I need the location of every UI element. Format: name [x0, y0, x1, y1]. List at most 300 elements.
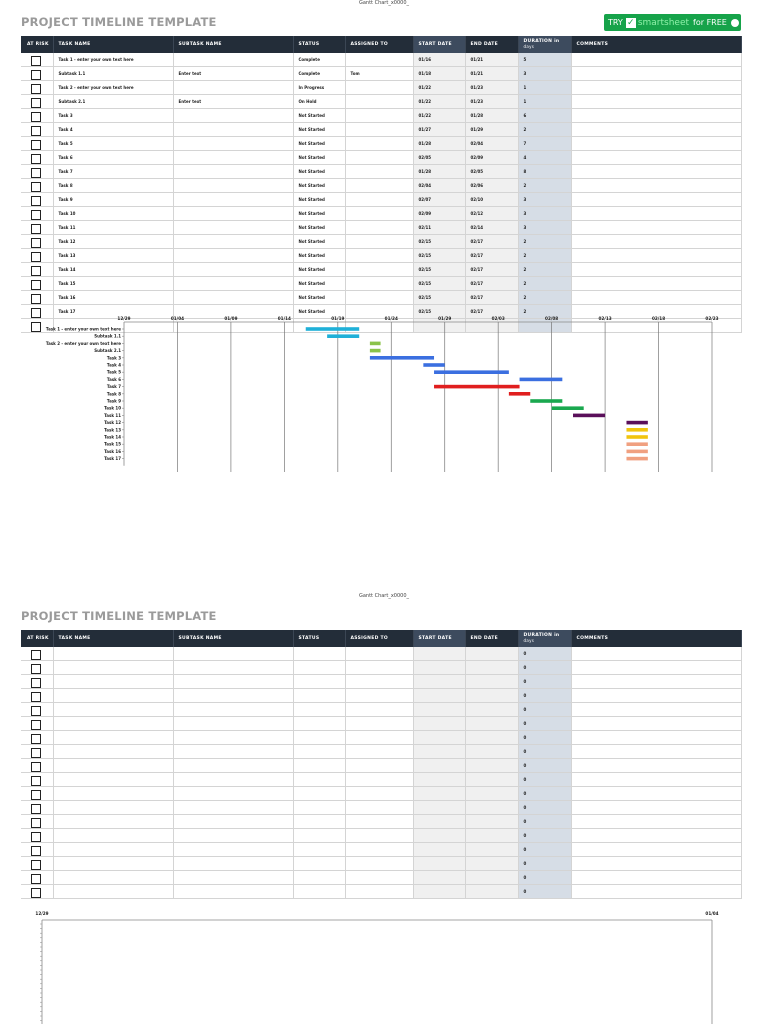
duration-cell: 0: [518, 759, 571, 773]
at-risk-checkbox[interactable]: [31, 210, 41, 220]
at-risk-checkbox[interactable]: [31, 706, 41, 716]
y-category-label: Task 2 - enter your own text here: [45, 340, 121, 346]
comments-cell: [571, 277, 741, 291]
duration-cell: 7: [518, 137, 571, 151]
duration-cell: 2: [518, 291, 571, 305]
task-name-cell: [53, 885, 173, 899]
subtask-cell: [173, 857, 293, 871]
task-table: [21, 36, 742, 333]
table-row: [21, 123, 741, 137]
at-risk-checkbox[interactable]: [31, 238, 41, 248]
end-date-cell: [465, 801, 518, 815]
subtask-cell: [173, 221, 293, 235]
col-subtask-name: SUBTASK NAME: [173, 36, 293, 53]
duration-cell: 0: [518, 815, 571, 829]
table-row: [21, 53, 741, 67]
status-cell: [293, 871, 345, 885]
gantt-bar: [434, 385, 520, 389]
assigned-cell: [345, 815, 413, 829]
at-risk-cell: [21, 263, 53, 277]
table-row: [21, 661, 741, 675]
duration-cell: 0: [518, 731, 571, 745]
duration-cell: 0: [518, 829, 571, 843]
assigned-cell: [345, 179, 413, 193]
at-risk-checkbox[interactable]: [31, 846, 41, 856]
assigned-cell: [345, 221, 413, 235]
start-date-cell: [413, 675, 465, 689]
start-date-cell: 02/07: [413, 193, 465, 207]
gantt-bar: [370, 342, 381, 346]
status-cell: [293, 731, 345, 745]
assigned-cell: [345, 689, 413, 703]
table-row: [21, 193, 741, 207]
subtask-cell: [173, 885, 293, 899]
subtask-cell: [173, 843, 293, 857]
comments-cell: [571, 249, 741, 263]
start-date-cell: [413, 829, 465, 843]
task-name-cell: [53, 661, 173, 675]
y-category-label: Task 14: [104, 434, 121, 440]
end-date-cell: [465, 647, 518, 661]
comments-cell: [571, 801, 741, 815]
table-row: [21, 885, 741, 899]
comments-cell: [571, 647, 741, 661]
at-risk-checkbox[interactable]: [31, 874, 41, 884]
y-category-label: Task 13: [104, 427, 121, 433]
status-cell: Not Started: [293, 179, 345, 193]
comments-cell: [571, 263, 741, 277]
at-risk-cell: [21, 53, 53, 67]
y-category-label: Task 7: [106, 384, 121, 390]
col-duration: [518, 36, 571, 53]
at-risk-checkbox[interactable]: [31, 112, 41, 122]
col-status: STATUS: [293, 36, 345, 53]
y-category-label: Task 10: [104, 405, 121, 411]
at-risk-checkbox[interactable]: [31, 126, 41, 136]
at-risk-checkbox[interactable]: [31, 664, 41, 674]
gantt-bar: [327, 334, 359, 338]
start-date-cell: 01/22: [413, 95, 465, 109]
table-row: [21, 249, 741, 263]
task-name-cell: [53, 871, 173, 885]
status-cell: [293, 717, 345, 731]
duration-cell: 6: [518, 109, 571, 123]
status-cell: In Progress: [293, 81, 345, 95]
subtask-cell: Enter text: [173, 95, 293, 109]
at-risk-cell: [21, 801, 53, 815]
start-date-cell: [413, 857, 465, 871]
end-date-cell: 02/14: [465, 221, 518, 235]
status-cell: Not Started: [293, 305, 345, 319]
table-row: [21, 235, 741, 249]
gantt-bar: [626, 457, 647, 461]
at-risk-cell: [21, 109, 53, 123]
start-date-cell: 02/09: [413, 207, 465, 221]
task-name-cell: [53, 731, 173, 745]
duration-cell: 1: [518, 81, 571, 95]
table-row: [21, 179, 741, 193]
at-risk-checkbox[interactable]: [31, 748, 41, 758]
assigned-cell: [345, 717, 413, 731]
table-row: [21, 165, 741, 179]
at-risk-checkbox[interactable]: [31, 790, 41, 800]
comments-cell: [571, 871, 741, 885]
at-risk-checkbox[interactable]: [31, 84, 41, 94]
task-name-cell: Task 1 - enter your own text here: [53, 53, 173, 67]
comments-cell: [571, 193, 741, 207]
end-date-cell: [465, 759, 518, 773]
at-risk-checkbox[interactable]: [31, 804, 41, 814]
start-date-cell: [413, 787, 465, 801]
end-date-cell: [465, 745, 518, 759]
comments-cell: [571, 221, 741, 235]
x-tick-label: 12/29: [35, 911, 49, 916]
page-title: PROJECT TIMELINE TEMPLATE: [21, 15, 217, 29]
subtask-cell: [173, 207, 293, 221]
status-cell: Not Started: [293, 221, 345, 235]
duration-cell: 0: [518, 843, 571, 857]
start-date-cell: 01/22: [413, 81, 465, 95]
assigned-cell: [345, 801, 413, 815]
task-name-cell: Task 3: [53, 109, 173, 123]
at-risk-cell: [21, 179, 53, 193]
at-risk-checkbox[interactable]: [31, 266, 41, 276]
at-risk-cell: [21, 745, 53, 759]
duration-cell: 0: [518, 661, 571, 675]
at-risk-checkbox[interactable]: [31, 154, 41, 164]
x-tick-label: 01/09: [224, 316, 238, 321]
end-date-cell: [465, 815, 518, 829]
table-header-row: [21, 36, 741, 53]
comments-cell: [571, 745, 741, 759]
assigned-cell: [345, 235, 413, 249]
start-date-cell: [413, 885, 465, 899]
at-risk-checkbox[interactable]: [31, 678, 41, 688]
duration-cell: 0: [518, 857, 571, 871]
task-name-cell: Task 6: [53, 151, 173, 165]
start-date-cell: [413, 703, 465, 717]
comments-cell: [571, 151, 741, 165]
end-date-cell: [465, 773, 518, 787]
at-risk-checkbox[interactable]: [31, 224, 41, 234]
col-assigned-to: ASSIGNED TO: [345, 630, 413, 647]
at-risk-checkbox[interactable]: [31, 182, 41, 192]
table-row: [21, 689, 741, 703]
task-name-cell: [53, 717, 173, 731]
table-row: [21, 67, 741, 81]
comments-cell: [571, 53, 741, 67]
at-risk-cell: [21, 731, 53, 745]
col-duration-unit: days: [523, 44, 535, 49]
assigned-cell: [345, 647, 413, 661]
col-at-risk: AT RISK: [21, 36, 53, 53]
table-row: [21, 871, 741, 885]
col-start-date: START DATE: [413, 36, 465, 53]
task-name-cell: Task 11: [53, 221, 173, 235]
at-risk-checkbox[interactable]: [31, 734, 41, 744]
task-name-cell: [53, 773, 173, 787]
table-row: [21, 207, 741, 221]
status-cell: [293, 759, 345, 773]
comments-cell: [571, 95, 741, 109]
end-date-cell: [465, 843, 518, 857]
subtask-cell: [173, 759, 293, 773]
task-name-cell: [53, 647, 173, 661]
duration-cell: 3: [518, 193, 571, 207]
task-name-cell: Subtask 2.1: [53, 95, 173, 109]
duration-cell: 2: [518, 263, 571, 277]
end-date-cell: 02/17: [465, 249, 518, 263]
status-cell: [293, 829, 345, 843]
task-name-cell: Subtask 1.1: [53, 67, 173, 81]
task-name-cell: Task 4: [53, 123, 173, 137]
end-date-cell: 02/17: [465, 263, 518, 277]
x-tick-label: 01/04: [170, 316, 185, 321]
comments-cell: [571, 815, 741, 829]
start-date-cell: 01/18: [413, 67, 465, 81]
task-name-cell: Task 10: [53, 207, 173, 221]
subtask-cell: [173, 647, 293, 661]
at-risk-cell: [21, 661, 53, 675]
gantt-bar: [306, 327, 359, 331]
at-risk-cell: [21, 689, 53, 703]
x-tick-label: 01/19: [331, 316, 345, 321]
assigned-cell: [345, 703, 413, 717]
task-name-cell: [53, 787, 173, 801]
start-date-cell: [413, 647, 465, 661]
duration-cell: 3: [518, 67, 571, 81]
at-risk-checkbox[interactable]: [31, 56, 41, 66]
end-date-cell: 02/12: [465, 207, 518, 221]
at-risk-cell: [21, 829, 53, 843]
gantt-chart-2: [0, 906, 768, 1026]
assigned-cell: [345, 53, 413, 67]
table-row: [21, 745, 741, 759]
gantt-bar: [434, 370, 509, 374]
start-date-cell: [413, 843, 465, 857]
smartsheet-brand: smartsheet: [637, 17, 690, 28]
start-date-cell: 01/28: [413, 137, 465, 151]
at-risk-checkbox[interactable]: [31, 650, 41, 660]
status-cell: Not Started: [293, 165, 345, 179]
at-risk-checkbox[interactable]: [31, 720, 41, 730]
subtask-cell: [173, 773, 293, 787]
subtask-cell: Enter text: [173, 67, 293, 81]
col-duration: [518, 630, 571, 647]
end-date-cell: 02/06: [465, 179, 518, 193]
status-cell: [293, 745, 345, 759]
subtask-cell: [173, 291, 293, 305]
gantt-bar: [573, 414, 605, 418]
at-risk-cell: [21, 235, 53, 249]
at-risk-cell: [21, 249, 53, 263]
comments-cell: [571, 81, 741, 95]
gantt-bar: [530, 399, 562, 403]
at-risk-checkbox[interactable]: [31, 832, 41, 842]
start-date-cell: 02/15: [413, 291, 465, 305]
at-risk-cell: [21, 759, 53, 773]
comments-cell: [571, 675, 741, 689]
gantt-chart: [0, 312, 768, 472]
at-risk-cell: [21, 647, 53, 661]
at-risk-cell: [21, 277, 53, 291]
status-cell: [293, 815, 345, 829]
at-risk-checkbox[interactable]: [31, 762, 41, 772]
assigned-cell: [345, 871, 413, 885]
start-date-cell: 02/15: [413, 305, 465, 319]
assigned-cell: [345, 787, 413, 801]
col-duration-label: DURATION in: [523, 39, 560, 44]
comments-cell: [571, 123, 741, 137]
duration-cell: 3: [518, 207, 571, 221]
assigned-cell: [345, 773, 413, 787]
y-category-label: Task 6: [106, 376, 121, 382]
end-date-cell: 02/09: [465, 151, 518, 165]
task-table-2: [21, 630, 742, 899]
start-date-cell: 02/15: [413, 235, 465, 249]
at-risk-checkbox[interactable]: [31, 196, 41, 206]
duration-cell: 0: [518, 675, 571, 689]
task-name-cell: [53, 843, 173, 857]
task-name-cell: Task 2 - enter your own text here: [53, 81, 173, 95]
at-risk-checkbox[interactable]: [31, 888, 41, 898]
comments-cell: [571, 67, 741, 81]
at-risk-checkbox[interactable]: [31, 280, 41, 290]
x-tick-label: 02/08: [545, 316, 559, 321]
at-risk-cell: [21, 787, 53, 801]
end-date-cell: 01/21: [465, 53, 518, 67]
at-risk-checkbox[interactable]: [31, 98, 41, 108]
status-cell: [293, 857, 345, 871]
table-row: [21, 647, 741, 661]
task-name-cell: Task 13: [53, 249, 173, 263]
x-tick-label: 02/23: [705, 316, 719, 321]
at-risk-cell: [21, 67, 53, 81]
status-cell: Not Started: [293, 151, 345, 165]
at-risk-checkbox[interactable]: [31, 860, 41, 870]
duration-cell: 0: [518, 689, 571, 703]
at-risk-checkbox[interactable]: [31, 776, 41, 786]
end-date-cell: 02/17: [465, 291, 518, 305]
duration-cell: 0: [518, 801, 571, 815]
status-cell: [293, 787, 345, 801]
duration-cell: 2: [518, 305, 571, 319]
start-date-cell: 01/16: [413, 53, 465, 67]
gantt-bar: [370, 356, 434, 360]
at-risk-checkbox[interactable]: [31, 294, 41, 304]
task-name-cell: [53, 703, 173, 717]
assigned-cell: [345, 843, 413, 857]
assigned-cell: [345, 675, 413, 689]
y-category-label: Task 11: [104, 412, 121, 418]
col-task-name: TASK NAME: [53, 630, 173, 647]
task-name-cell: Task 14: [53, 263, 173, 277]
y-category-label: Task 16: [104, 448, 121, 454]
duration-cell: 3: [518, 221, 571, 235]
start-date-cell: [413, 717, 465, 731]
at-risk-checkbox[interactable]: [31, 252, 41, 262]
table-row: [21, 221, 741, 235]
subtask-cell: [173, 81, 293, 95]
end-date-cell: 02/04: [465, 137, 518, 151]
assigned-cell: [345, 193, 413, 207]
at-risk-cell: [21, 773, 53, 787]
subtask-cell: [173, 871, 293, 885]
at-risk-checkbox[interactable]: [31, 140, 41, 150]
status-cell: Not Started: [293, 109, 345, 123]
at-risk-checkbox[interactable]: [31, 168, 41, 178]
assigned-cell: [345, 745, 413, 759]
status-cell: [293, 843, 345, 857]
task-name-cell: [53, 801, 173, 815]
status-cell: Not Started: [293, 277, 345, 291]
duration-cell: 2: [518, 179, 571, 193]
start-date-cell: 02/05: [413, 151, 465, 165]
x-tick-label: 12/29: [117, 316, 131, 321]
start-date-cell: 01/27: [413, 123, 465, 137]
duration-cell: 2: [518, 277, 571, 291]
end-date-cell: [465, 857, 518, 871]
gantt-bar: [370, 349, 381, 353]
try-smartsheet-button[interactable]: [604, 14, 741, 31]
table-row: [21, 731, 741, 745]
status-cell: [293, 703, 345, 717]
assigned-cell: [345, 885, 413, 899]
task-name-cell: [53, 745, 173, 759]
subtask-cell: [173, 263, 293, 277]
end-date-cell: [465, 829, 518, 843]
table-header-row: [21, 630, 741, 647]
comments-cell: [571, 857, 741, 871]
duration-cell: 8: [518, 165, 571, 179]
end-date-cell: 01/21: [465, 67, 518, 81]
gantt-bar: [626, 442, 647, 446]
status-cell: Complete: [293, 67, 345, 81]
assigned-cell: [345, 263, 413, 277]
status-cell: [293, 885, 345, 899]
at-risk-checkbox[interactable]: [31, 70, 41, 80]
comments-cell: [571, 829, 741, 843]
at-risk-checkbox[interactable]: [31, 818, 41, 828]
status-cell: [293, 661, 345, 675]
col-start-date: START DATE: [413, 630, 465, 647]
assigned-cell: [345, 277, 413, 291]
duration-cell: 2: [518, 249, 571, 263]
comments-cell: [571, 731, 741, 745]
start-date-cell: 02/04: [413, 179, 465, 193]
subtask-cell: [173, 815, 293, 829]
duration-cell: 0: [518, 871, 571, 885]
end-date-cell: 02/10: [465, 193, 518, 207]
table-row: [21, 109, 741, 123]
y-category-label: Subtask 1.1: [94, 333, 121, 339]
y-category-label: Subtask 2.1: [94, 348, 121, 354]
assigned-cell: [345, 291, 413, 305]
at-risk-cell: [21, 291, 53, 305]
status-cell: [293, 689, 345, 703]
at-risk-checkbox[interactable]: [31, 692, 41, 702]
start-date-cell: [413, 773, 465, 787]
x-tick-label: 02/03: [491, 316, 505, 321]
at-risk-cell: [21, 843, 53, 857]
x-tick-label: 02/18: [651, 316, 666, 321]
task-name-cell: Task 17: [53, 305, 173, 319]
duration-cell: 2: [518, 235, 571, 249]
task-name-cell: Task 15: [53, 277, 173, 291]
subtask-cell: [173, 661, 293, 675]
comments-cell: [571, 885, 741, 899]
try-label: TRY: [608, 18, 623, 27]
